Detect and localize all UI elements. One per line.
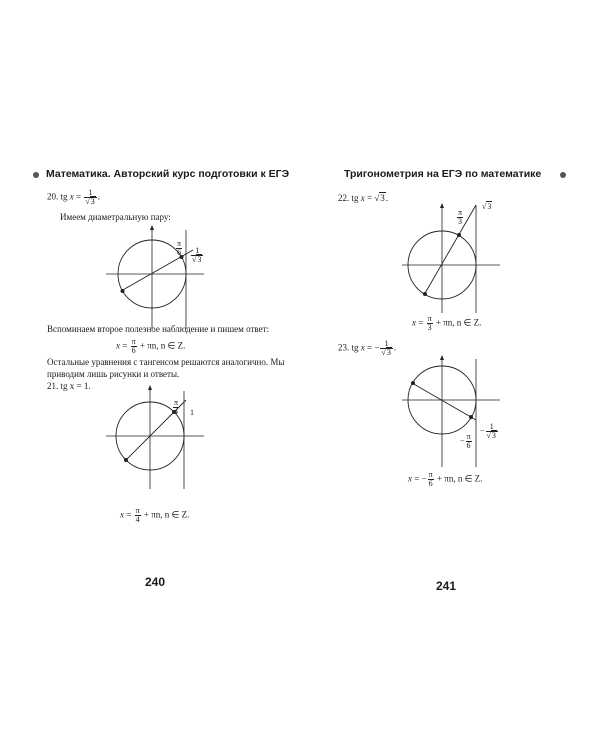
sqrt-sign: √ <box>85 197 90 206</box>
label-1-over-sqrt3: $\frac{1}{√3}$ <box>192 246 202 264</box>
diagram-20-unit-circle <box>100 225 220 335</box>
text-recall: Вспоминаем второе полезное наблюдение и пишем ответ: <box>47 324 270 334</box>
page-number-right: 241 <box>436 579 457 593</box>
problem-20-func: tg <box>60 191 68 202</box>
point-lower <box>121 289 125 293</box>
problem-23: 23. tg x = − $\frac{1}{√3}$ . <box>338 339 397 357</box>
label-pi-over-3: $\frac{\pi}{3}$ <box>458 208 463 226</box>
label-pi-over-6: $\frac{\pi}{6}$ <box>177 239 182 257</box>
diameter <box>412 383 476 420</box>
diagram-21-unit-circle <box>100 385 215 495</box>
text-diametral-pair: Имеем диаметральную пару: <box>60 212 171 222</box>
problem-20-number: 20. <box>47 191 59 202</box>
answer-20: x = $\frac{\pi}{6}$ + πn, n ∈ Z. <box>116 337 186 355</box>
point-lower <box>469 415 473 419</box>
problem-20 <box>47 189 100 206</box>
fraction-numerator: 1 <box>88 188 93 197</box>
label-minus-pi-over-6: − $\frac{\pi}{6}$ <box>460 432 471 450</box>
y-axis-arrow <box>440 203 444 208</box>
problem-21: 21. tg x = 1. <box>47 381 91 391</box>
y-axis-arrow <box>148 385 152 390</box>
period: . <box>97 191 100 202</box>
page-number-left: 240 <box>145 575 166 589</box>
answer-21: x = $\frac{\pi}{4}$ + πn, n ∈ Z. <box>120 506 190 524</box>
point-upper <box>411 381 415 385</box>
y-axis-arrow <box>150 225 154 230</box>
point-lower <box>423 292 427 296</box>
fraction-denominator <box>84 197 96 206</box>
header-bullet-right <box>560 172 566 178</box>
problem-20-fraction <box>84 189 96 206</box>
problem-20-eq: = <box>76 191 82 202</box>
text-other-1: Остальные уравнения с тангенсом решаются аналогично. Мы <box>47 357 285 367</box>
answer-23: x = − $\frac{\pi}{6}$ + πn, n ∈ Z. <box>408 470 483 488</box>
y-axis-arrow <box>440 355 444 360</box>
right-page-header: Тригонометрия на ЕГЭ по математике <box>344 168 542 180</box>
radicand: 3 <box>90 197 95 206</box>
answer-22: x = $\frac{\pi}{3}$ + πn, n ∈ Z. <box>412 314 482 332</box>
problem-22: 22. tg x = √3. <box>338 193 389 203</box>
label-1: 1 <box>190 408 194 417</box>
problem-20-var: x <box>69 191 74 202</box>
label-minus-1-over-sqrt3: − $\frac{1}{√3}$ <box>480 422 496 440</box>
diagram-23-unit-circle <box>398 355 503 470</box>
text-other-2: приводим лишь рисунки и ответы. <box>47 369 180 379</box>
left-page-header: Математика. Авторский курс подготовки к ЕГЭ <box>46 168 290 180</box>
diameter <box>424 205 476 295</box>
label-pi-over-4: $\frac{\pi}{4}$ <box>174 398 179 416</box>
label-sqrt3: √3 <box>482 202 492 211</box>
point-upper <box>457 233 461 237</box>
header-bullet-left <box>33 172 39 178</box>
point-lower <box>124 458 128 462</box>
diagram-22-unit-circle <box>398 203 503 315</box>
